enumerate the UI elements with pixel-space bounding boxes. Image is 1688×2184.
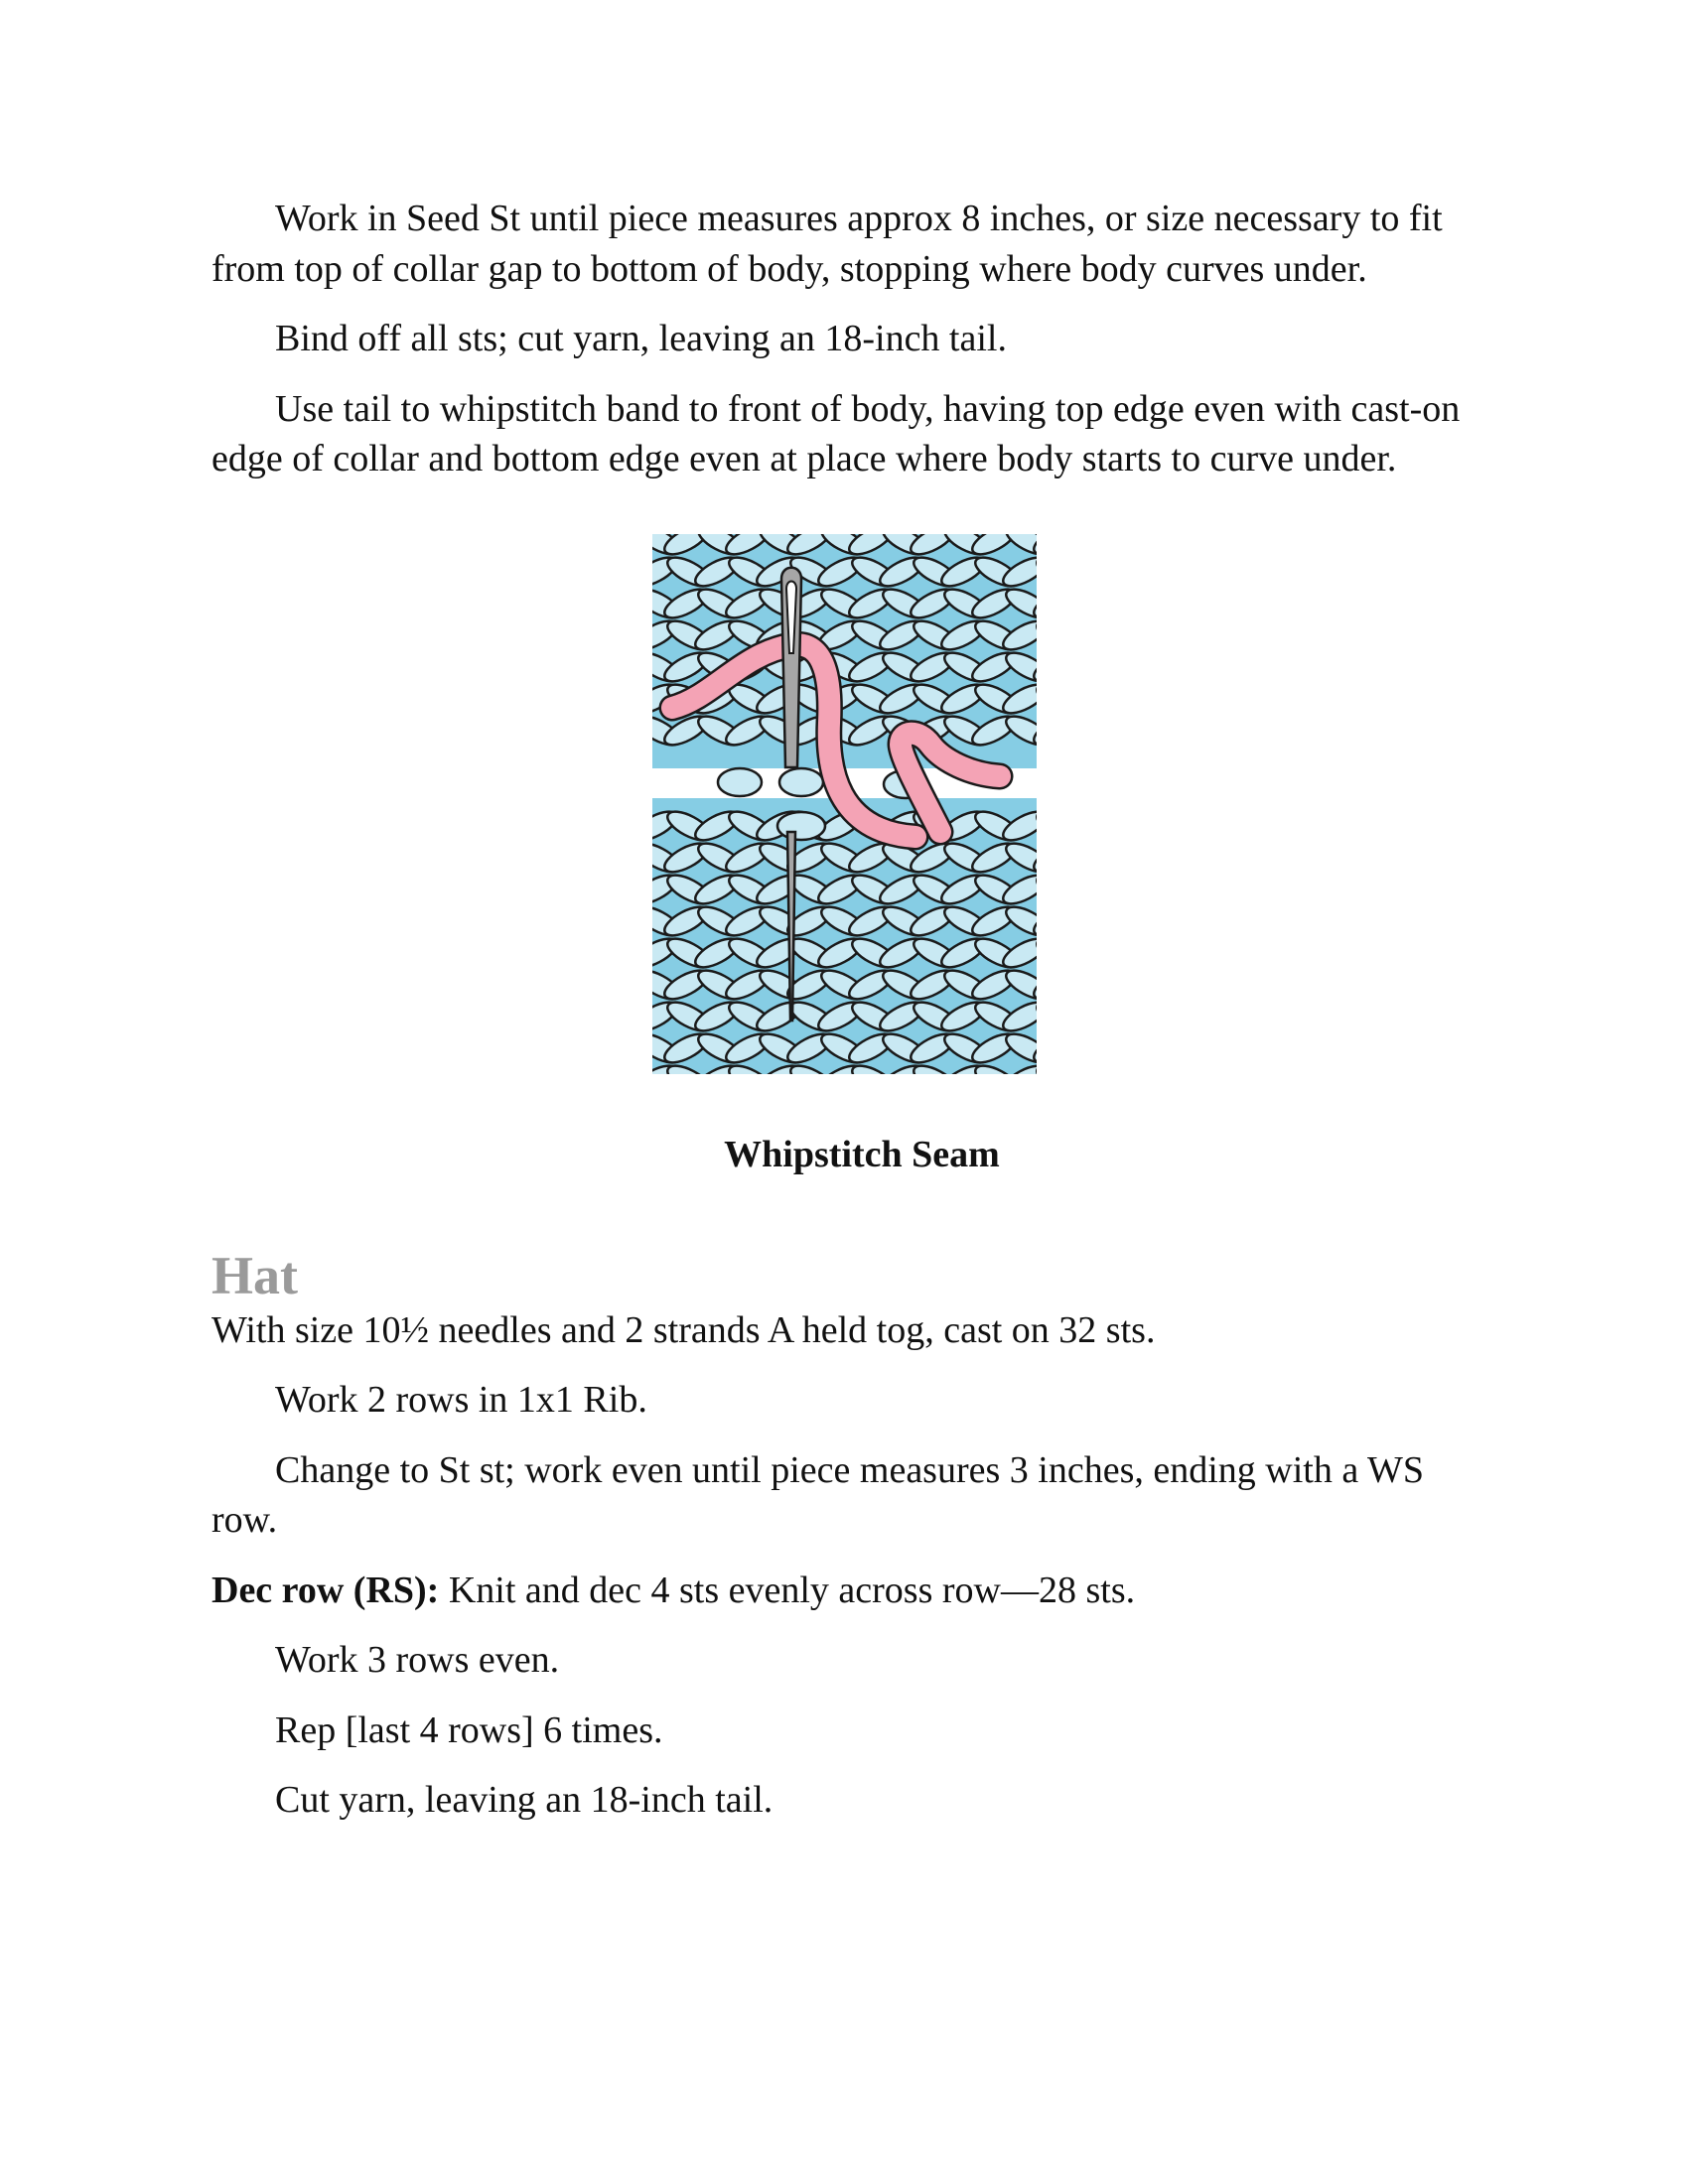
paragraph-dec-row [211, 1566, 1492, 1616]
dec-row-text: Knit and dec 4 sts evenly across row—28 sts. [439, 1569, 1136, 1611]
dec-row-label: Dec row (RS): [211, 1569, 440, 1611]
figure-caption: Whipstitch Seam [724, 1133, 1000, 1175]
paragraph-rib: Work 2 rows in 1x1 Rib. [275, 1379, 647, 1421]
document-page [211, 194, 1492, 1826]
paragraph-work-even: Work 3 rows even. [275, 1639, 560, 1681]
whipstitch-illustration [652, 534, 1037, 1074]
paragraph-repeat: Rep [last 4 rows] 6 times. [275, 1708, 663, 1751]
whipstitch-figure [211, 534, 1492, 1074]
paragraph-seed-stitch: Work in Seed St until piece measures approx 8 inches, or size necessary to fit from top of collar gap to bottom of body, stopping where body curves under. [211, 198, 1443, 290]
paragraph-bind-off: Bind off all sts; cut yarn, leaving an 18-inch tail. [275, 318, 1007, 359]
paragraph-cut-yarn: Cut yarn, leaving an 18-inch tail. [275, 1779, 774, 1821]
paragraph-stockinette: Change to St st; work even until piece measures 3 inches, ending with a WS row. [211, 1448, 1425, 1541]
paragraph-cast-on: With size 10½ needles and 2 strands A held tog, cast on 32 sts. [211, 1308, 1156, 1351]
paragraph-whipstitch-band: Use tail to whipstitch band to front of body, having top edge even with cast-on edge of collar and bottom edge even at place where body starts to curve under. [211, 387, 1461, 479]
section-title-hat: Hat [211, 1245, 298, 1305]
